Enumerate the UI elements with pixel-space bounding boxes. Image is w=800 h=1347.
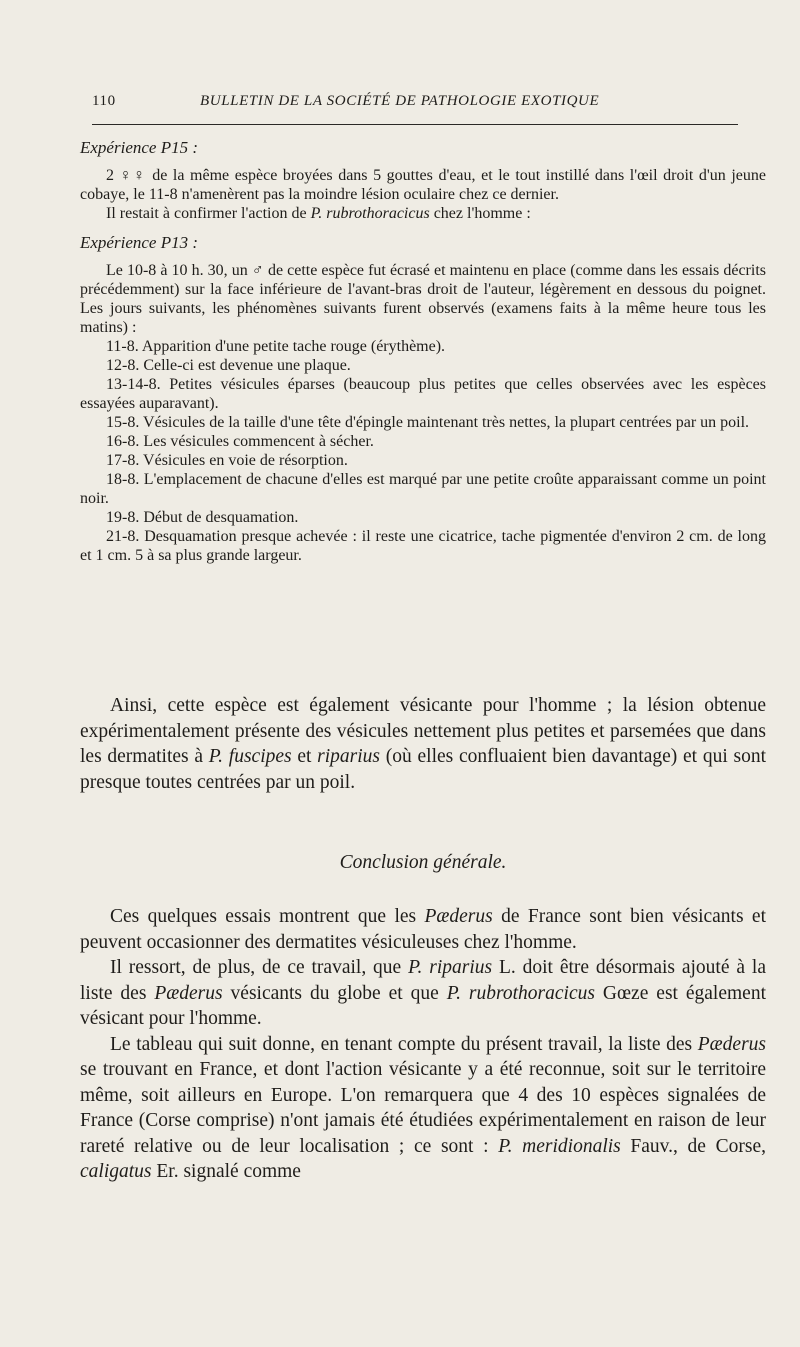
conclusion-paragraph-2: Il ressort, de plus, de ce travail, que P. riparius L. doit être désormais ajouté à la liste des Pæderus vésicants du globe et que P. rubrothoracicus Gœze est également vésicant pour l'homme. — [80, 957, 766, 1029]
observation-entry: 11-8. Apparition d'une petite tache rouge (érythème). — [106, 338, 446, 355]
conclusion-heading: Conclusion générale. — [339, 852, 507, 873]
observation-entry: 17-8. Vésicules en voie de résorption. — [106, 452, 348, 469]
observation-entry: 18-8. L'emplacement de chacune d'elles est marqué par une petite croûte apparaissant comme un point noir. — [80, 471, 766, 507]
observation-entry: 16-8. Les vésicules commencent à sécher. — [106, 433, 374, 450]
ainsi-paragraph: Ainsi, cette espèce est également vésicante pour l'homme ; la lésion obtenue expérimentalement présente des vésicules nettement plus petites et parsemées que dans les dermatites à P. fuscipes et riparius (où elles confluaient bien davantage) et qui sont presque toutes centrées par un poil. — [80, 695, 766, 793]
observation-entry: 21-8. Desquamation presque achevée : il reste une cicatrice, tache pigmentée d'environ 2 cm. de long et 1 cm. 5 à sa plus grande largeur. — [80, 528, 766, 564]
page-number: 110 — [92, 93, 116, 109]
experiment-p15-title: Expérience P15 : — [80, 138, 198, 157]
confirm-sentence: Il restait à confirmer l'action de P. rubrothoracicus chez l'homme : — [106, 205, 531, 222]
conclusion-paragraph-1: Ces quelques essais montrent que les Pæderus de France sont bien vésicants et peuvent occasionner des dermatites vésiculeuses chez l'homme. — [80, 906, 766, 953]
experiment-p13-intro: Le 10-8 à 10 h. 30, un ♂ de cette espèce fut écrasé et maintenu en place (comme dans les essais décrits précédemment) sur la face inférieure de l'avant-bras droit de l'auteur, légèrement en dessous du poignet. Les jours suivants, les phénomènes suivants furent observés (examens faits à la même heure tous les matins) : — [80, 262, 766, 336]
observation-entry: 15-8. Vésicules de la taille d'une tête d'épingle maintenant très nettes, la plupart centrées par un poil. — [106, 414, 750, 431]
header-rule — [92, 124, 738, 125]
observation-entry: 13-14-8. Petites vésicules éparses (beaucoup plus petites que celles observées avec les espèces essayées auparavant). — [80, 376, 766, 412]
observation-entry: 19-8. Début de desquamation. — [106, 509, 299, 526]
experiment-p15-text: 2 ♀♀ de la même espèce broyées dans 5 gouttes d'eau, et le tout instillé dans l'œil droit d'un jeune cobaye, le 11-8 n'amenèrent pas la moindre lésion oculaire chez ce dernier. — [80, 167, 766, 203]
experiment-p13-title: Expérience P13 : — [80, 233, 198, 252]
journal-title: BULLETIN DE LA SOCIÉTÉ DE PATHOLOGIE EXOTIQUE — [200, 93, 600, 109]
conclusion-section — [80, 904, 766, 1185]
observation-entry: 12-8. Celle-ci est devenue une plaque. — [106, 357, 351, 374]
conclusion-paragraph-3: Le tableau qui suit donne, en tenant compte du présent travail, la liste des Pæderus se trouvant en France, et dont l'action vésicante y a été reconnue, soit sur le territoire même, soit ailleurs en Europe. L'on remarquera que 4 des 10 espèces signalées de France (Corse comprise) n'ont jamais été étudiées expérimentalement en raison de leur rareté relative ou de leur localisation ; ce sont : P. meridionalis Fauv., de Corse, caligatus Er. signalé comme — [80, 1033, 766, 1182]
experiments-section — [80, 138, 766, 565]
